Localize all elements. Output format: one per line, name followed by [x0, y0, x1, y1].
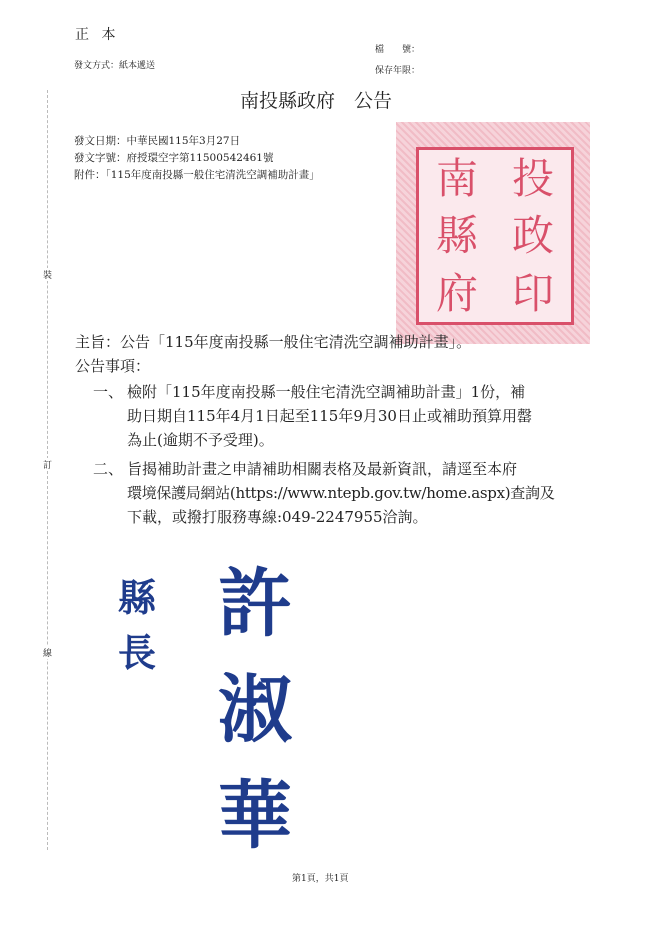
page-title: 南投縣政府 公告 [240, 90, 393, 112]
margin-label-line: 線 [43, 646, 52, 659]
item-number: 二、 [93, 460, 124, 478]
signature-name: 許淑華 [218, 561, 302, 859]
seal-char: 投 [511, 154, 554, 203]
issue-date: 發文日期：中華民國115年3月27日 [74, 135, 241, 147]
item-line: 為止(逾期不予受理)。 [127, 431, 274, 449]
seal-char: 府 [435, 268, 478, 318]
margin-label-staple: 訂 [43, 458, 52, 471]
margin-label-bind: 裝 [43, 268, 52, 281]
file-number-label: 檔 號： [375, 45, 421, 55]
page-footer: 第1頁，共1頁 [292, 874, 349, 884]
item-line: 環境保護局網站(https://www.ntepb.gov.tw/home.aspx)查詢及 [127, 484, 555, 502]
seal-char: 縣 [435, 211, 478, 261]
official-seal [396, 122, 590, 344]
items-heading: 公告事項： [75, 357, 151, 375]
seal-char: 印 [511, 268, 554, 318]
retention-label: 保存年限： [375, 66, 421, 76]
item-line: 旨揭補助計畫之申請補助相關表格及最新資訊，請逕至本府 [127, 460, 518, 478]
signature-title: 縣長 [118, 575, 157, 675]
delivery-method: 發文方式：紙本遞送 [74, 61, 156, 71]
seal-char: 政 [511, 211, 554, 261]
seal-char: 南 [435, 154, 478, 203]
item-line: 檢附「115年度南投縣一般住宅清洗空調補助計畫」1份，補 [127, 383, 526, 401]
subject: 主旨：公告「115年度南投縣一般住宅清洗空調補助計畫」。 [75, 333, 472, 351]
item-line: 下載，或撥打服務專線:049-2247955洽詢。 [127, 508, 428, 526]
item-number: 一、 [93, 383, 124, 401]
item-line: 助日期自115年4月1日起至115年9月30日止或補助預算用罄 [127, 407, 532, 425]
document-number: 發文字號：府授環空字第11500542461號 [74, 152, 274, 164]
attachment: 附件：「115年度南投縣一般住宅清洗空調補助計畫」 [74, 169, 320, 181]
copy-type: 正 本 [75, 27, 120, 43]
